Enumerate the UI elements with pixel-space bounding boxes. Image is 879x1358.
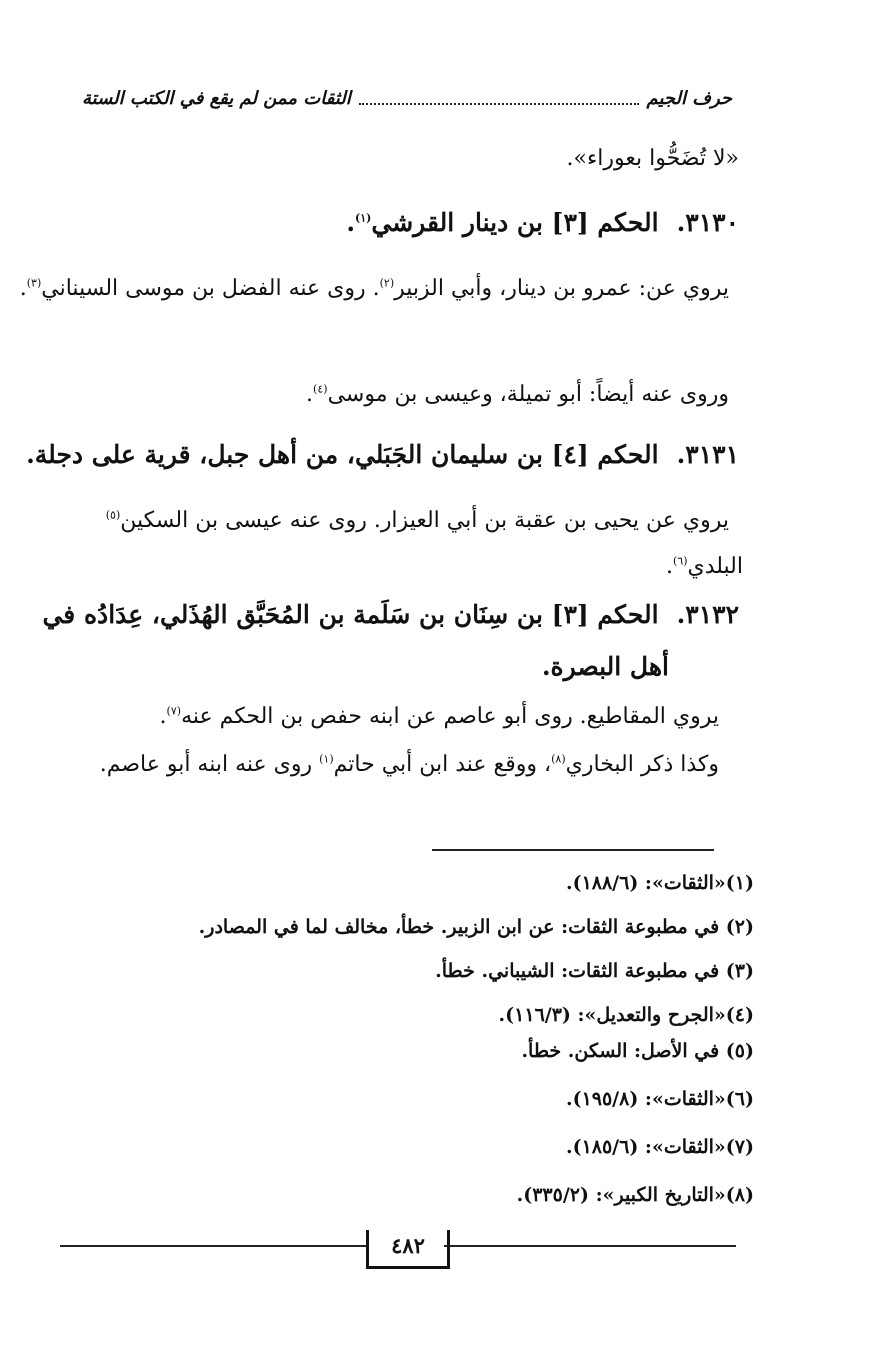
footnote: (٥) في الأصل: السكن. خطأ. — [521, 1040, 754, 1062]
entry-number: ٣١٣٢. — [676, 600, 739, 629]
entry-3130: ٣١٣٠.الحكم [٣] بن دينار القرشي$^{(١)}$. — [346, 208, 739, 237]
header-book-title: الثقات ممن لم يقع في الكتب الستة — [82, 88, 351, 109]
header-chapter: حرف الجيم — [646, 88, 732, 109]
footnote: (٣) في مطبوعة الثقات: الشيباني. خطأ. — [435, 960, 754, 982]
text-line: يروي عن يحيى بن عقبة بن أبي العيزار. روى عنه عيسى بن السكين$^{(٥)}$ — [105, 508, 729, 533]
text-line: يروي عن: عمرو بن دينار، وأبي الزبير$^{(٢)}$. روى عنه الفضل بن موسى السيناني$^{(٣)}$. — [19, 276, 729, 301]
footnote: (٤)«الجرح والتعديل»: (١١٦/٣). — [498, 1004, 754, 1026]
entry-3132-cont: أهل البصرة. — [541, 652, 669, 681]
text-line: وكذا ذكر البخاري$^{(٨)}$، ووقع عند ابن أبي حاتم$^{(١)}$ روى عنه ابنه أبو عاصم. — [99, 752, 719, 777]
entry-title: الحكم [٣] بن دينار القرشي — [371, 208, 659, 237]
text-line: وروى عنه أيضاً: أبو تميلة، وعيسى بن موسى$^{(٤)}$. — [306, 382, 729, 407]
footnote-mark: (١) — [355, 211, 372, 225]
text-line: «لا تُضَحُّوا بعوراء». — [566, 146, 739, 171]
header-dots — [359, 93, 639, 105]
entry-title: الحكم [٤] بن سليمان الجَبَلي، من أهل جبل، قرية على دجلة. — [26, 440, 659, 469]
entry-3132 — [42, 600, 739, 629]
page-number: ٤٨٢ — [366, 1230, 450, 1269]
footnote: (٦)«الثقات»: (١٩٥/٨). — [565, 1088, 754, 1110]
entry-title: الحكم [٣] بن سِنَان بن سَلَمة بن المُحَبَّق الهُذَلي، عِدَادُه في — [42, 600, 659, 629]
entry-number: ٣١٣٠. — [676, 208, 739, 237]
footnote: (٢) في مطبوعة الثقات: عن ابن الزبير. خطأ، مخالف لما في المصادر. — [198, 916, 754, 938]
footnote: (١)«الثقات»: (١٨٨/٦). — [565, 872, 754, 894]
entry-number: ٣١٣١. — [676, 440, 739, 469]
footnote: (٧)«الثقات»: (١٨٥/٦). — [565, 1136, 754, 1158]
entry-3131 — [26, 440, 739, 469]
footnote: (٨)«التاريخ الكبير»: (٣٣٥/٢). — [516, 1184, 754, 1206]
text-line: يروي المقاطيع. روى أبو عاصم عن ابنه حفص بن الحكم عنه$^{(٧)}$. — [159, 704, 719, 729]
footnote-separator — [432, 849, 714, 851]
text-line: البلدي$^{(٦)}$. — [665, 554, 743, 579]
bottom-rule — [60, 1245, 366, 1247]
running-header — [82, 88, 732, 109]
bottom-rule — [444, 1245, 736, 1247]
